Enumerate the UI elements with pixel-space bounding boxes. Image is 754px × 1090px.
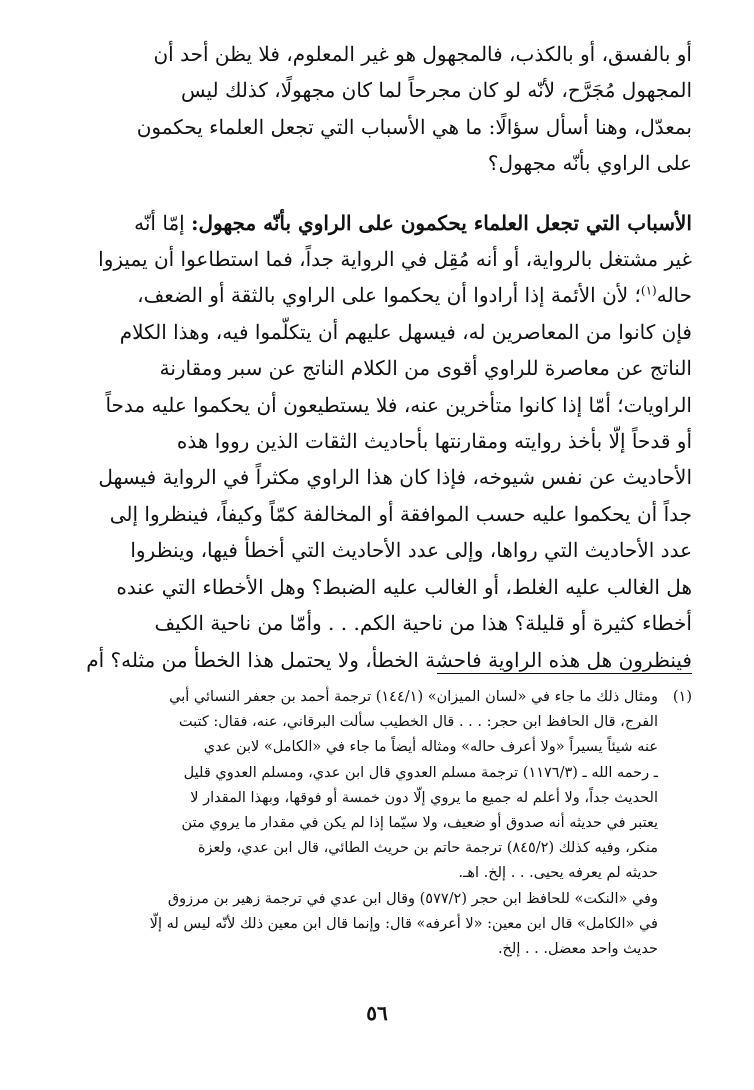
footnotes <box>66 685 692 962</box>
footnote-body <box>66 685 658 962</box>
paragraph-reasons <box>66 205 692 678</box>
text-line: أو قدحاً إلّا بأخذ روايته ومقارنتها بأحاديث الثقات الذين رووا هذه <box>176 429 692 454</box>
text-line <box>66 277 692 313</box>
text-line: بمعدّل، وهنا أسأل سؤالًا: ما هي الأسباب التي تجعل العلماء يحكمون <box>136 114 692 139</box>
footnote-line: حديث واحد معضل. . . إلخ. <box>497 941 658 958</box>
text-line: فإن كانوا من المعاصرين له، فيسهل عليهم أن يتكلّموا فيه، وهذا الكلام <box>119 319 692 344</box>
text-line: الأحاديث عن نفس شيوخه، فإذا كان هذا الراوي مكثراً في الرواية فيسهل <box>98 465 692 490</box>
footnote-reference[interactable]: (١) <box>640 283 657 298</box>
text-line: فينظرون هل هذه الراوية فاحشة الخطأ، ولا يحتمل هذا الخطأ من مثله؟ أم <box>86 647 692 672</box>
paragraph-intro <box>66 36 692 182</box>
text-line: أخطاء كثيرة أو قليلة؟ هذا من ناحية الكم. . . وأمّا من ناحية الكيف <box>154 611 692 636</box>
footnote-line: وفي «النكت» للحافظ ابن حجر (٥٧٧/٢) وقال ابن عدي في ترجمة زهير بن مرزوق <box>167 890 658 907</box>
footnote-line: عنه شيئاً يسيراً «ولا أعرف حاله» ومثاله أيضاً ما جاء في «الكامل» لابن عدي <box>203 739 658 756</box>
text-run: حاله <box>656 283 692 308</box>
text-line: أو بالفسق، أو بالكذب، فالمجهول هو غير المعلوم، فلا يظن أحد أن <box>153 42 692 66</box>
footnote-line: منكر، وفيه كذلك (٨٤٥/٢) ترجمة حاتم بن حريث الطائي، قال ابن عدي، ولعزة <box>197 840 658 857</box>
text-line: المجهول مُجَرَّح، لأنّه لو كان مجرحاً لما كان مجهولًا، كذلك ليس <box>180 78 692 103</box>
footnote-line: في «الكامل» قال ابن معين: «لا أعرفه» قال: وإنما قال ابن معين ذلك لأنّه ليس له إلّا <box>149 915 658 932</box>
text-line: عدد الأحاديث التي رواها، وإلى عدد الأحاديث التي أخطأ فيها، وينظروا <box>130 538 692 563</box>
footnote-line: الحديث جداً، ولا أعلم له جميع ما يروي إلّا دون خمسة أو فوقها، وبهذا المقدار لا <box>190 789 658 806</box>
page-number: ٥٦ <box>366 1001 388 1025</box>
text-line <box>66 205 692 241</box>
text-run: ؛ لأن الأئمة إذا أرادوا أن يحكموا على الراوي بالثقة أو الضعف، <box>137 283 641 308</box>
main-text <box>66 36 692 678</box>
text-line: جداً أن يحكموا عليه حسب الموافقة أو المخالفة كمّاً وكيفاً، فينظروا إلى <box>109 501 692 526</box>
section-heading: الأسباب التي تجعل العلماء يحكمون على الراوي بأنّه مجهول: <box>191 210 692 235</box>
footnote-line: ـ رحمه الله ـ (١١٧٦/٣) ترجمة مسلم العدوي قال ابن عدي، ومسلم العدوي قليل <box>183 764 658 781</box>
footnote-1 <box>66 685 692 962</box>
text-line: الناتج عن معاصرة للراوي أقوى من الكلام الناتج عن سبر ومقارنة <box>159 356 692 381</box>
footnote-line: حديثه لم يعرفه يحيى. . . إلخ. اهـ. <box>458 865 658 882</box>
footnote-line: ومثال ذلك ما جاء في «لسان الميزان» (١٤٤/١) ترجمة أحمد بن جعفر النسائي أبي <box>169 689 658 705</box>
text-line: على الراوي بأنّه مجهول؟ <box>487 151 692 176</box>
footnote-line: الفرج، قال الحافظ ابن حجر: . . . قال الخطيب سألت البرقاني، عنه، فقال: كتبت <box>178 714 658 731</box>
text-line: الراويات؛ أمّا إذا كانوا متأخرين عنه، فلا يستطيعون أن يحكموا عليه مدحاً <box>105 392 692 417</box>
footnote-line: يعتبر في حديثه أنه صدوق أو ضعيف، ولا سيّما إذا لم يكن في مقدار ما يروي متن <box>181 815 658 832</box>
footnote-separator <box>437 673 692 674</box>
text-line: هل الغالب عليه الغلط، أو الغالب عليه الضبط؟ وهل الأخطاء التي عنده <box>116 574 692 599</box>
footnote-number: (١) <box>672 689 692 705</box>
text-run: إمّا أنّه <box>134 210 192 235</box>
text-line: غير مشتغل بالرواية، أو أنه مُقِل في الرواية جداً، فما استطاعوا أن يميزوا <box>98 247 692 272</box>
